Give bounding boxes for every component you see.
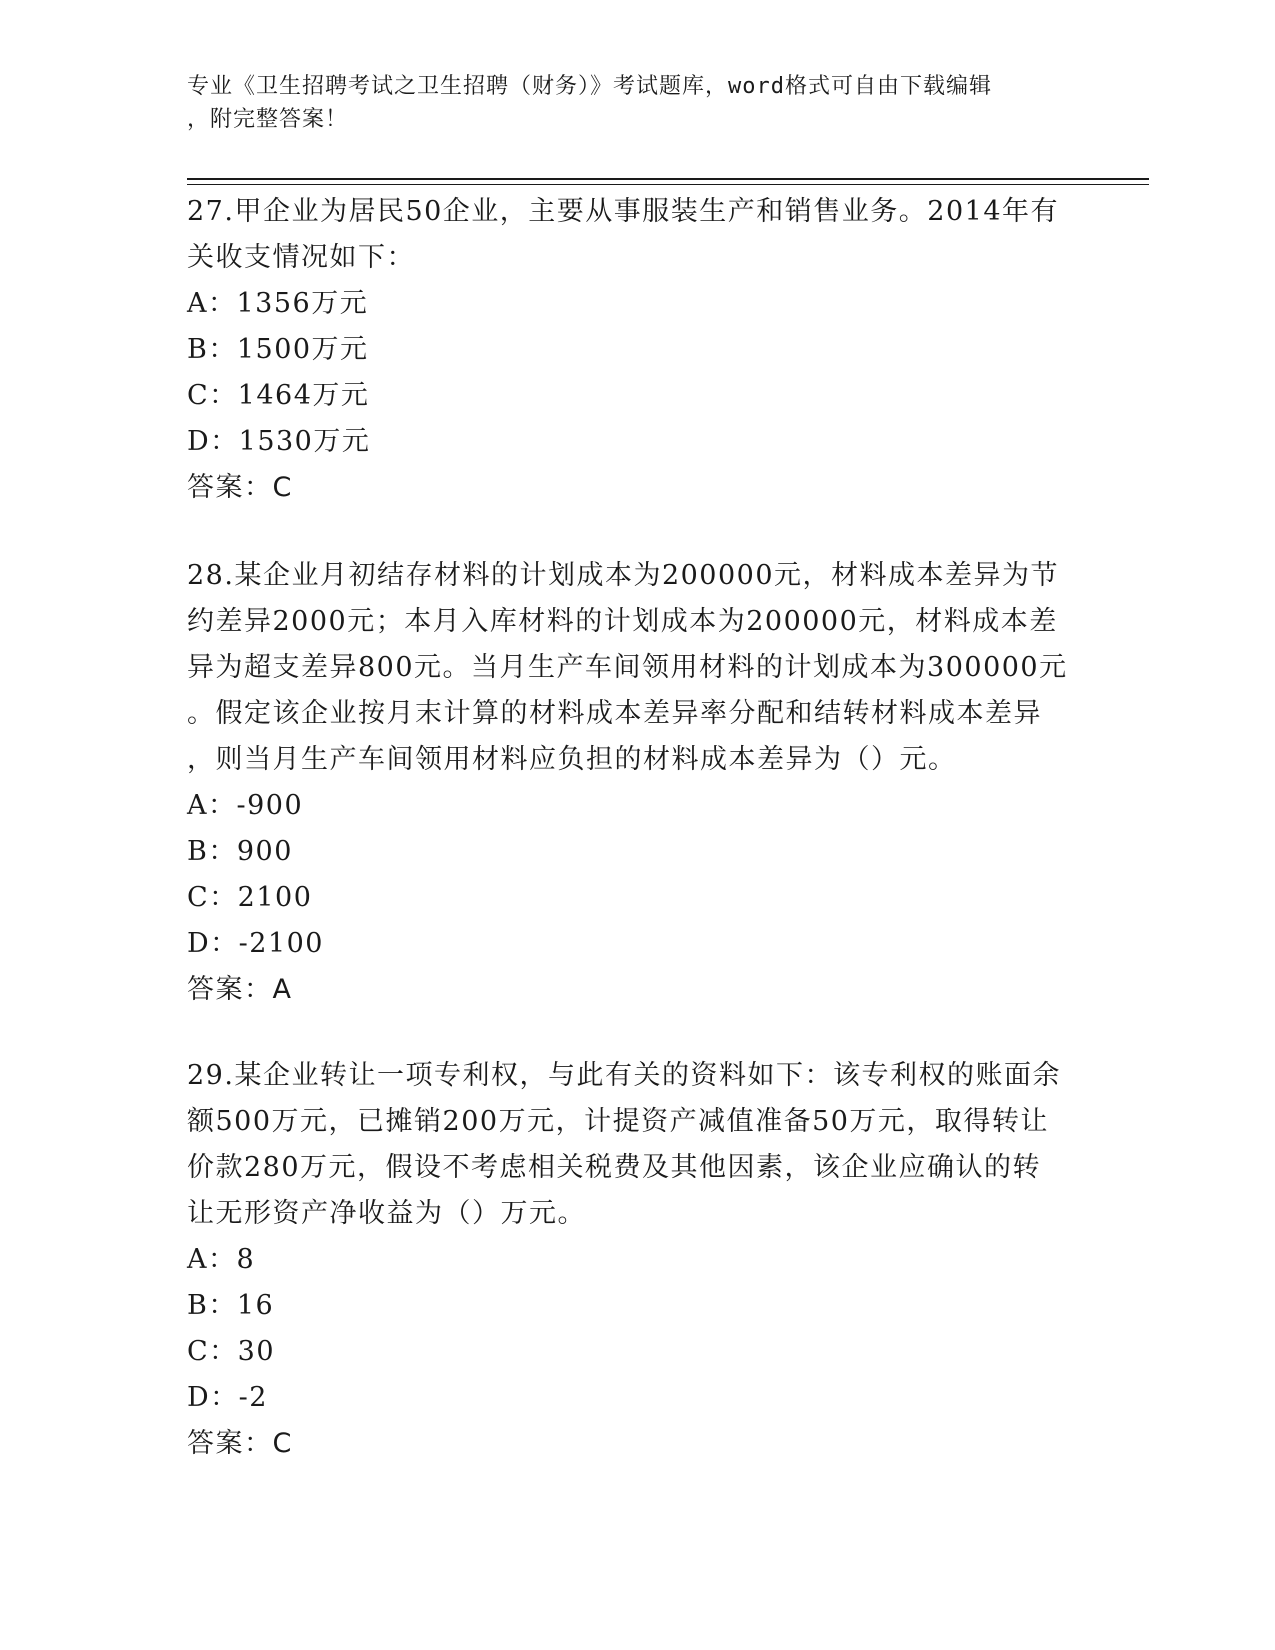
stem-line: 27.甲企业为居民50企业，主要从事服装生产和销售业务。2014年有 — [187, 196, 1060, 227]
document-header — [187, 70, 1067, 136]
header-line-1: 专业《卫生招聘考试之卫生招聘（财务）》考试题库，word格式可自由下载编辑 — [187, 74, 992, 99]
header-divider-thin — [187, 184, 1149, 185]
answer: 答案：C — [187, 472, 293, 503]
stem-line: 价款280万元，假设不考虑相关税费及其他因素，该企业应确认的转 — [187, 1152, 1042, 1183]
question-stem — [187, 1053, 1077, 1237]
stem-line: 关收支情况如下： — [187, 242, 415, 273]
option-a: A：-900 — [187, 790, 304, 821]
stem-line: 约差异2000元；本月入库材料的计划成本为200000元，材料成本差 — [187, 606, 1058, 637]
option-d: D：-2100 — [187, 928, 324, 959]
stem-line: 让无形资产净收益为（）万元。 — [187, 1198, 586, 1229]
option-d: D：1530万元 — [187, 426, 371, 457]
option-b: B：1500万元 — [187, 334, 369, 365]
question-27 — [187, 189, 1077, 511]
answer: 答案：C — [187, 1428, 293, 1459]
answer: 答案：A — [187, 974, 293, 1005]
stem-line: 额500万元，已摊销200万元，计提资产减值准备50万元，取得转让 — [187, 1106, 1049, 1137]
option-b: B：900 — [187, 836, 293, 867]
question-29 — [187, 1053, 1077, 1467]
option-b: B：16 — [187, 1290, 275, 1321]
option-c: C：30 — [187, 1336, 276, 1367]
header-divider-thick — [187, 178, 1149, 180]
option-d: D：-2 — [187, 1382, 268, 1413]
option-a: A：8 — [187, 1244, 256, 1275]
option-a: A：1356万元 — [187, 288, 369, 319]
header-line-2: ，附完整答案！ — [187, 107, 349, 132]
stem-line: 29.某企业转让一项专利权，与此有关的资料如下：该专利权的账面余 — [187, 1060, 1061, 1091]
stem-line: 异为超支差异800元。当月生产车间领用材料的计划成本为300000元 — [187, 652, 1068, 683]
stem-line: 28.某企业月初结存材料的计划成本为200000元，材料成本差异为节 — [187, 560, 1060, 591]
option-c: C：1464万元 — [187, 380, 370, 411]
stem-line: 。假定该企业按月末计算的材料成本差异率分配和结转材料成本差异 — [187, 698, 1042, 729]
question-stem — [187, 189, 1077, 281]
stem-line: ，则当月生产车间领用材料应负担的材料成本差异为（）元。 — [187, 744, 957, 775]
question-stem — [187, 553, 1077, 783]
question-28 — [187, 553, 1077, 1013]
option-c: C：2100 — [187, 882, 313, 913]
